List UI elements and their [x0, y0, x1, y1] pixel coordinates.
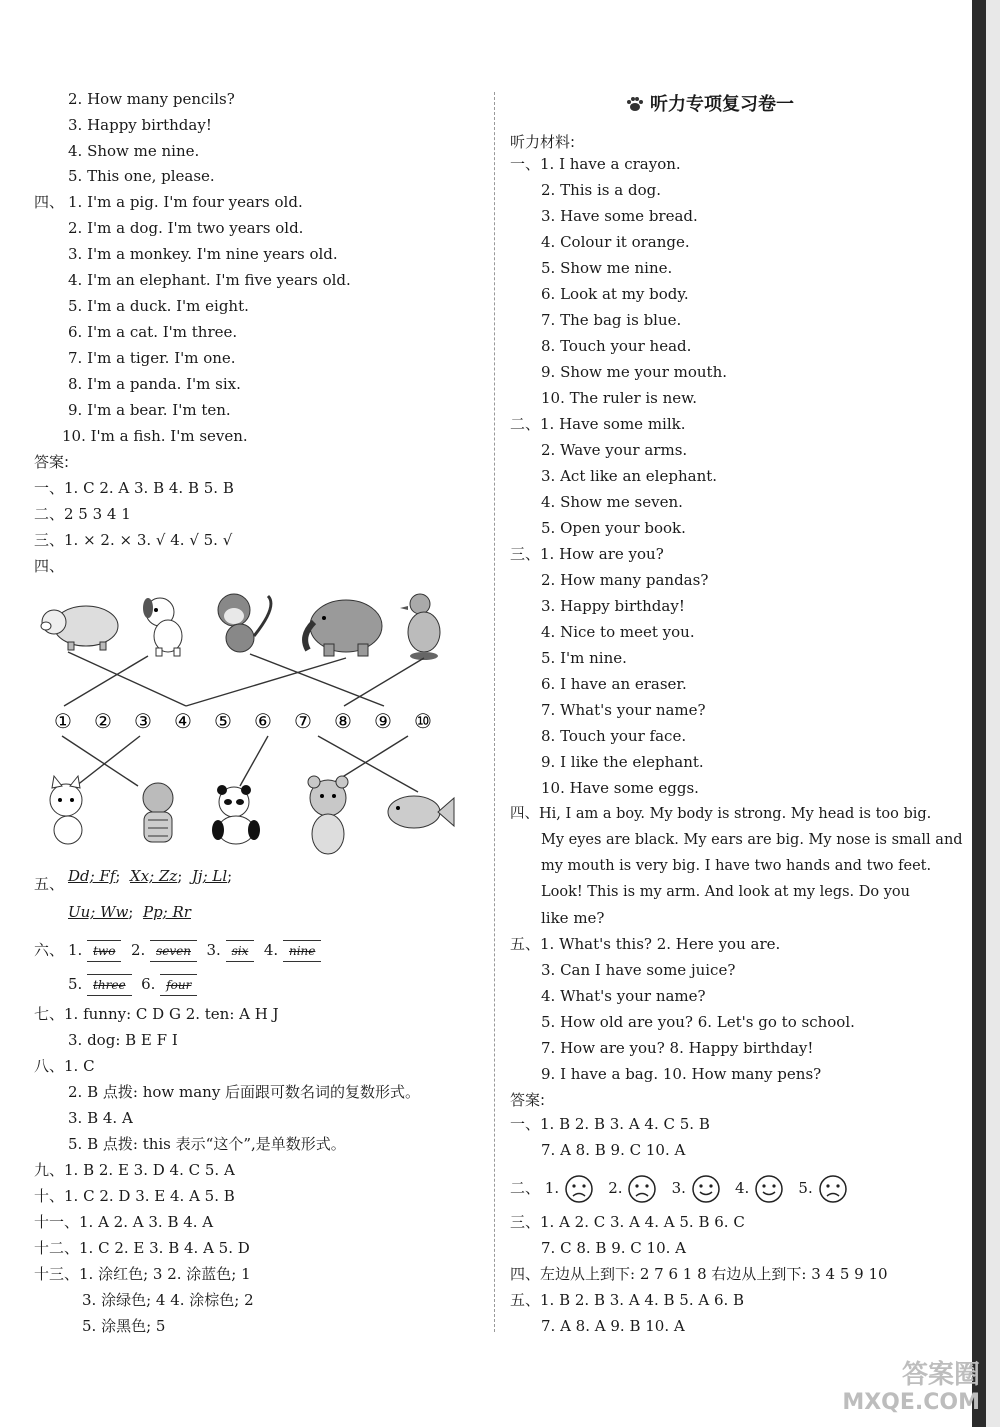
text-line: 二、1. Have some milk. [510, 415, 686, 433]
circle-number-2: ② [94, 709, 112, 733]
text-line: 2. How many pencils? [68, 90, 235, 108]
text-line: 7. What's your name? [541, 701, 706, 719]
answer-line: 七、1. funny: C D G 2. ten: A H J [34, 1005, 279, 1023]
item-number: 1. [68, 941, 83, 959]
text-line: 4. Show me nine. [68, 142, 200, 160]
answer-line: 十二、1. C 2. E 3. B 4. A 5. D [34, 1239, 250, 1257]
words-row-2 [68, 974, 197, 996]
watermark-logo [842, 1361, 980, 1417]
item-number: 1. [544, 1179, 560, 1197]
words-row-1 [68, 940, 321, 962]
text-line: 1. I'm a pig. I'm four years old. [68, 193, 303, 211]
text-line: 8. Touch your head. [541, 337, 692, 355]
text-line: 3. Happy birthday! [541, 597, 685, 615]
answers-heading: 答案: [34, 453, 70, 471]
material-heading: 听力材料: [510, 133, 576, 151]
text-line: 4. I'm an elephant. I'm five years old. [68, 271, 351, 289]
answer-line: 四、左边从上到下: 2 7 6 1 8 右边从上到下: 3 4 5 9 10 [510, 1265, 888, 1283]
letters-item: Uu; Ww [68, 903, 129, 921]
text-line: Look! This is my arm. And look at my legs. Do you [541, 884, 910, 900]
text-line: 3. Happy birthday! [68, 116, 212, 134]
text-line: 9. Show me your mouth. [541, 363, 727, 381]
section-label: 四、 [34, 557, 65, 575]
circle-numbers [54, 709, 432, 733]
item-number: 3. [206, 941, 221, 959]
letters-row-2: Uu; Ww; Pp; Rr [68, 903, 191, 921]
panda-icon [212, 785, 260, 844]
text-line: 5. I'm a duck. I'm eight. [68, 297, 249, 315]
monkey-icon [218, 594, 271, 652]
item-number: 5. [798, 1179, 813, 1197]
handwritten-word: seven [150, 940, 197, 962]
text-line: 7. I'm a tiger. I'm one. [68, 349, 236, 367]
answer-line: 7. A 8. A 9. B 10. A [541, 1317, 685, 1335]
text-line: 7. How are you? 8. Happy birthday! [541, 1039, 814, 1057]
section-label: 六、 [34, 941, 65, 959]
item-number: 5. [68, 975, 83, 993]
sad-face-icon [818, 1174, 848, 1204]
circle-number-8: ⑧ [334, 709, 352, 733]
text-line: 10. I'm a fish. I'm seven. [62, 427, 248, 445]
text-line: 5. I'm nine. [541, 649, 627, 667]
circle-number-1: ① [54, 709, 72, 733]
answers-heading: 答案: [510, 1091, 546, 1109]
text-line: my mouth is very big. I have two hands and two feet. [541, 858, 932, 874]
text-line: 4. Nice to meet you. [541, 623, 695, 641]
letters-item: Jj; Ll [191, 867, 228, 885]
answer-line: 3. dog: B E F I [68, 1031, 178, 1049]
matching-figure [28, 586, 458, 866]
text-line: 7. The bag is blue. [541, 311, 682, 329]
text-line: 6. I have an eraser. [541, 675, 687, 693]
handwritten-word: two [87, 940, 121, 962]
text-line: 6. Look at my body. [541, 285, 689, 303]
text-line: 9. I have a bag. 10. How many pens? [541, 1065, 822, 1083]
watermark-text: 答案圈 [901, 1360, 980, 1390]
section-label: 四、 [34, 193, 65, 211]
text-line: 3. Act like an elephant. [541, 467, 718, 485]
answer-line: 5. 涂黑色; 5 [82, 1317, 166, 1335]
answer-line: 一、1. B 2. B 3. A 4. C 5. B [510, 1115, 710, 1133]
sad-face-icon [564, 1174, 594, 1204]
pig-icon [41, 606, 118, 650]
letters-item: Pp; Rr [142, 903, 191, 921]
text-line: 5. Show me nine. [541, 259, 673, 277]
item-number: 2. [608, 1179, 623, 1197]
circle-number-10: ⑩ [414, 709, 432, 733]
item-number: 6. [141, 975, 156, 993]
text-line: 5. Open your book. [541, 519, 686, 537]
item-number: 4. [263, 941, 279, 959]
text-line: 6. I'm a cat. I'm three. [68, 323, 238, 341]
handwritten-word: three [87, 974, 132, 996]
text-line: 2. How many pandas? [541, 571, 709, 589]
circle-number-5: ⑤ [214, 709, 232, 733]
answer-line: 九、1. B 2. E 3. D 4. C 5. A [34, 1161, 235, 1179]
letters-row-1: Dd; Ff; Xx; Zz; Jj; Ll; [68, 867, 233, 885]
duck-icon [400, 594, 440, 660]
answer-line: 3. B 4. A [68, 1109, 133, 1127]
handwritten-word: nine [283, 940, 321, 962]
page-edge-dark [972, 0, 986, 1427]
text-line: 10. Have some eggs. [541, 779, 699, 797]
text-line: 4. What's your name? [541, 987, 706, 1005]
section-label: 二、 [510, 1179, 541, 1197]
text-line: 9. I like the elephant. [541, 753, 704, 771]
sad-face-icon [627, 1174, 657, 1204]
answer-line: 十三、1. 涂红色; 3 2. 涂蓝色; 1 [34, 1265, 251, 1283]
page-edge-light [986, 0, 1000, 1427]
page-title [626, 90, 794, 116]
answer-line: 一、1. C 2. A 3. B 4. B 5. B [34, 479, 234, 497]
circle-number-6: ⑥ [254, 709, 272, 733]
text-line: 一、1. I have a crayon. [510, 155, 681, 173]
text-line: 五、1. What's this? 2. Here you are. [510, 935, 781, 953]
text-line: like me? [541, 909, 605, 927]
answer-line: 五、1. B 2. B 3. A 4. B 5. A 6. B [510, 1291, 745, 1309]
text-line: 2. This is a dog. [541, 181, 661, 199]
section-label: 五、 [34, 875, 65, 893]
text-line: 8. I'm a panda. I'm six. [68, 375, 241, 393]
fish-icon [388, 796, 454, 828]
happy-face-icon [691, 1174, 721, 1204]
circle-number-7: ⑦ [294, 709, 312, 733]
column-divider [494, 92, 495, 1332]
text-line: 9. I'm a bear. I'm ten. [68, 401, 231, 419]
answer-line: 5. B 点拨: this 表示“这个”,是单数形式。 [68, 1135, 346, 1153]
text-line: My eyes are black. My ears are big. My nose is small and [541, 832, 963, 848]
answer-line: 二、2 5 3 4 1 [34, 505, 131, 523]
answer-line: 八、1. C [34, 1057, 95, 1075]
cat-icon [50, 776, 82, 844]
answer-line: 三、1. A 2. C 3. A 4. A 5. B 6. C [510, 1213, 745, 1231]
text-line: 四、Hi, I am a boy. My body is strong. My head is too big. [510, 806, 932, 822]
bear-icon [308, 776, 348, 854]
circle-number-3: ③ [134, 709, 152, 733]
text-line: 三、1. How are you? [510, 545, 664, 563]
answer-line: 7. C 8. B 9. C 10. A [541, 1239, 686, 1257]
answer-line: 十、1. C 2. D 3. E 4. A 5. B [34, 1187, 235, 1205]
title-text: 听力专项复习卷一 [650, 94, 794, 115]
handwritten-word: four [160, 974, 197, 996]
text-line: 8. Touch your face. [541, 727, 687, 745]
text-line: 5. How old are you? 6. Let's go to school. [541, 1013, 855, 1031]
item-number: 2. [130, 941, 146, 959]
dog-icon [143, 598, 182, 656]
answer-line: 十一、1. A 2. A 3. B 4. A [34, 1213, 214, 1231]
faces-row [510, 1174, 848, 1204]
circle-number-4: ④ [174, 709, 192, 733]
elephant-icon [305, 600, 382, 656]
text-line: 2. I'm a dog. I'm two years old. [68, 219, 304, 237]
paw-icon [626, 96, 644, 112]
text-line: 3. Have some bread. [541, 207, 698, 225]
text-line: 3. I'm a monkey. I'm nine years old. [68, 245, 338, 263]
letters-item: Xx; Zz [130, 867, 178, 885]
item-number: 3. [671, 1179, 686, 1197]
text-line: 4. Colour it orange. [541, 233, 690, 251]
watermark-url: MXQE.COM [842, 1390, 980, 1415]
answer-line: 2. B 点拨: how many 后面跟可数名词的复数形式。 [68, 1083, 421, 1101]
letters-item: Dd; Ff [68, 867, 116, 885]
text-line: 4. Show me seven. [541, 493, 683, 511]
text-line: 10. The ruler is new. [541, 389, 698, 407]
answer-line: 三、1. × 2. × 3. √ 4. √ 5. √ [34, 531, 233, 549]
answer-line: 7. A 8. B 9. C 10. A [541, 1141, 686, 1159]
text-line: 3. Can I have some juice? [541, 961, 736, 979]
item-number: 4. [735, 1179, 750, 1197]
tiger-icon [143, 783, 173, 842]
text-line: 5. This one, please. [68, 167, 215, 185]
answer-line: 3. 涂绿色; 4 4. 涂棕色; 2 [82, 1291, 254, 1309]
happy-face-icon [754, 1174, 784, 1204]
handwritten-word: six [226, 940, 255, 962]
text-line: 2. Wave your arms. [541, 441, 688, 459]
circle-number-9: ⑨ [374, 709, 392, 733]
